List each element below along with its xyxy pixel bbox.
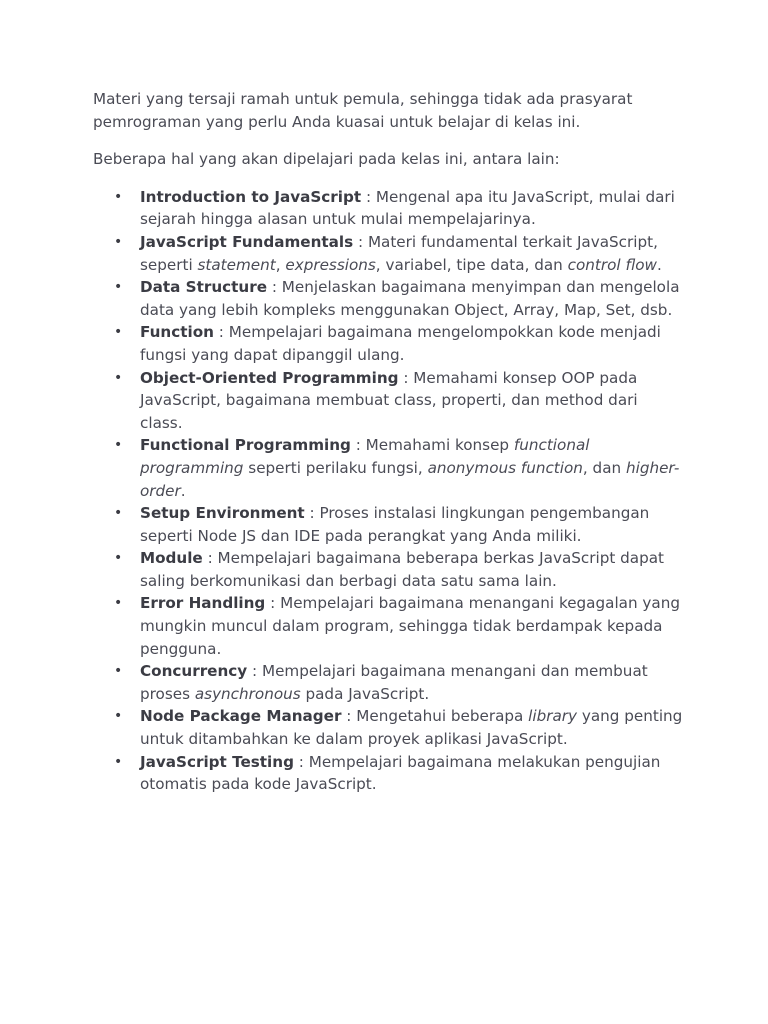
- topic-term: JavaScript Fundamentals: [140, 232, 354, 251]
- topic-term: Function: [140, 323, 214, 342]
- topic-term: Module: [140, 549, 203, 568]
- list-item: [93, 502, 683, 547]
- topic-term: Introduction to JavaScript: [140, 187, 362, 206]
- bullet-icon: •: [114, 233, 123, 250]
- bullet-icon: •: [114, 437, 123, 454]
- topic-desc: seperti perilaku fungsi,: [243, 458, 428, 477]
- list-item: [93, 231, 683, 276]
- topic-term: Object-Oriented Programming: [140, 368, 399, 387]
- list-item: [93, 186, 683, 231]
- topic-emphasis: asynchronous: [194, 684, 301, 703]
- list-item: [93, 751, 683, 796]
- document-content: [93, 88, 683, 796]
- topic-desc: : Mempelajari bagaimana mengelompokkan kode menjadi fungsi yang dapat dipanggil ulang.: [140, 323, 661, 364]
- topic-list: [93, 186, 683, 796]
- bullet-icon: •: [114, 188, 123, 205]
- bullet-icon: •: [114, 708, 123, 725]
- topic-desc: : Mempelajari bagaimana melakukan pengujian otomatis pada kode JavaScript.: [140, 752, 661, 794]
- topic-desc: : Mengetahui beberapa: [341, 707, 529, 726]
- topic-desc: : Memahami konsep: [350, 436, 514, 455]
- bullet-icon: •: [114, 753, 123, 770]
- intro-paragraph: Materi yang tersaji ramah untuk pemula, sehingga tidak ada prasyarat pemrograman yang perlu Anda kuasai untuk belajar di kelas ini.: [93, 90, 633, 131]
- bullet-icon: •: [114, 595, 123, 612]
- list-item: [93, 367, 683, 435]
- topic-desc: .: [180, 481, 186, 500]
- topic-desc: ,: [275, 255, 286, 274]
- list-item: [93, 660, 683, 705]
- topic-desc: : Materi fundamental terkait JavaScript, seperti: [140, 232, 658, 274]
- bullet-icon: •: [114, 369, 123, 386]
- topic-emphasis: higher-order: [140, 458, 680, 500]
- list-item: [93, 592, 683, 660]
- topic-term: Setup Environment: [140, 504, 305, 523]
- topic-emphasis: statement: [197, 255, 276, 274]
- bullet-icon: •: [114, 505, 123, 522]
- topic-desc: : Menjelaskan bagaimana menyimpan dan mengelola data yang lebih kompleks menggunakan Object, Array, Map, Set, dsb.: [140, 278, 680, 319]
- topic-desc: : Mengenal apa itu JavaScript, mulai dari sejarah hingga alasan untuk mulai mempelajarinya.: [140, 187, 675, 229]
- list-item: [93, 276, 683, 321]
- topic-term: Error Handling: [140, 594, 266, 613]
- bullet-icon: •: [114, 550, 123, 567]
- topic-desc: : Proses instalasi lingkungan pengembangan seperti Node JS dan IDE pada perangkat yang Anda miliki.: [140, 504, 650, 545]
- topic-desc: : Memahami konsep OOP pada JavaScript, bagaimana membuat class, properti, dan method dari class.: [140, 368, 638, 432]
- list-item: [93, 705, 683, 750]
- list-item: [93, 321, 683, 366]
- topic-desc: , variabel, tipe data, dan: [375, 255, 568, 274]
- topic-desc: yang penting untuk ditambahkan ke dalam proyek aplikasi JavaScript.: [140, 707, 683, 749]
- topic-desc: , dan: [582, 458, 626, 477]
- topic-term: Node Package Manager: [140, 707, 342, 726]
- topic-emphasis: functional programming: [140, 436, 590, 477]
- topic-emphasis: library: [528, 707, 578, 726]
- bullet-icon: •: [114, 663, 123, 680]
- list-item: [93, 547, 683, 592]
- list-item: [93, 434, 683, 502]
- topic-desc: : Mempelajari bagaimana menangani dan membuat proses: [140, 662, 648, 703]
- topic-term: Data Structure: [140, 278, 268, 297]
- bullet-icon: •: [114, 324, 123, 341]
- lead-paragraph: Beberapa hal yang akan dipelajari pada kelas ini, antara lain:: [93, 150, 560, 169]
- topic-desc: : Mempelajari bagaimana menangani kegagalan yang mungkin muncul dalam program, sehingga tidak berdampak kepada pengguna.: [140, 594, 680, 658]
- topic-emphasis: expressions: [285, 255, 376, 274]
- topic-term: JavaScript Testing: [140, 752, 294, 771]
- topic-emphasis: anonymous function: [427, 458, 583, 477]
- topic-term: Functional Programming: [140, 436, 351, 455]
- topic-desc: pada JavaScript.: [300, 684, 430, 703]
- topic-desc: : Mempelajari bagaimana beberapa berkas JavaScript dapat saling berkomunikasi dan berbagi data satu sama lain.: [140, 549, 664, 590]
- bullet-icon: •: [114, 279, 123, 296]
- topic-desc: .: [656, 255, 662, 274]
- topic-emphasis: control flow: [567, 255, 657, 274]
- topic-term: Concurrency: [140, 662, 248, 681]
